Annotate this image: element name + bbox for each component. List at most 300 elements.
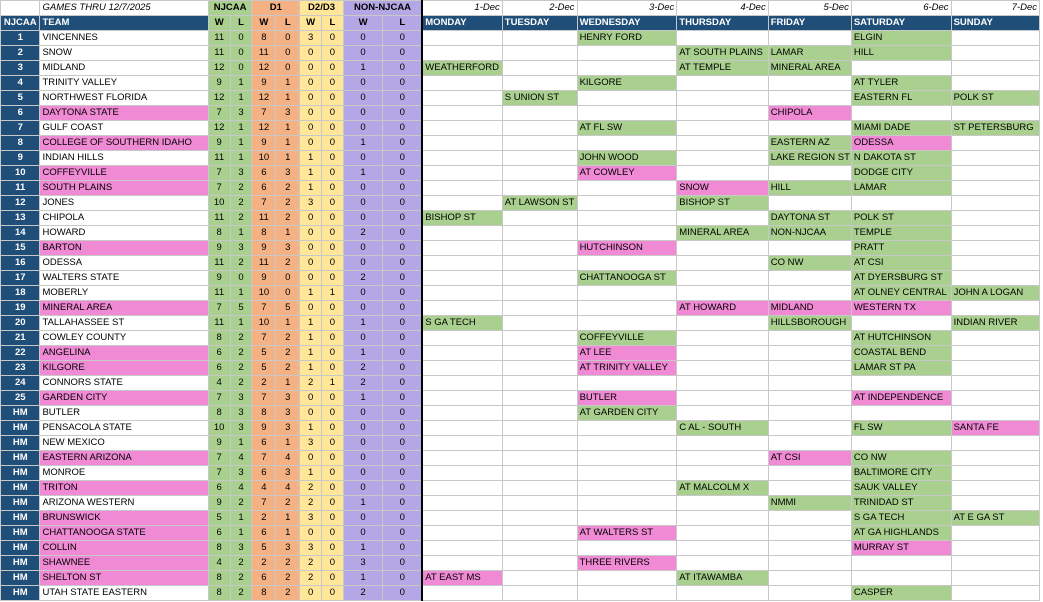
rank-cell: HM [1,571,40,586]
wins-cell: 1 [300,316,322,331]
game-cell [677,541,768,556]
wins-cell: 7 [208,301,230,316]
losses-cell: 4 [230,481,252,496]
table-row [1,511,1040,526]
wins-cell: 0 [343,331,382,346]
losses-cell: 0 [383,271,422,286]
game-cell [677,136,768,151]
wins-cell: 0 [300,256,322,271]
game-cell [677,211,768,226]
game-cell [502,376,577,391]
game-cell [422,496,502,511]
losses-cell: 3 [276,466,300,481]
team-cell: BRUNSWICK [40,511,208,526]
losses-cell: 0 [383,406,422,421]
game-cell [502,586,577,601]
losses-cell: 3 [276,106,300,121]
team-cell: PENSACOLA STATE [40,421,208,436]
losses-cell: 0 [322,166,344,181]
game-cell: AT LEE [577,346,677,361]
losses-cell: 1 [276,136,300,151]
wins-cell: 0 [343,151,382,166]
wins-cell: 11 [208,256,230,271]
table-row [1,61,1040,76]
game-cell: AT COWLEY [577,166,677,181]
losses-cell: 3 [230,241,252,256]
losses-header: L [322,16,344,31]
losses-cell: 1 [230,136,252,151]
game-cell [422,196,502,211]
team-cell: TRINITY VALLEY [40,76,208,91]
losses-cell: 0 [383,151,422,166]
table-row [1,31,1040,46]
losses-cell: 1 [230,121,252,136]
wins-cell: 0 [300,526,322,541]
wins-cell: 0 [343,31,382,46]
game-cell [951,541,1039,556]
wins-cell: 10 [208,196,230,211]
rank-cell: HM [1,406,40,421]
rank-cell: 17 [1,271,40,286]
game-cell [422,466,502,481]
game-cell: THREE RIVERS [577,556,677,571]
wins-cell: 0 [343,511,382,526]
game-cell: HILL [851,46,951,61]
wins-cell: 8 [208,406,230,421]
game-cell: MINERAL AREA [677,226,768,241]
game-cell [577,286,677,301]
losses-cell: 0 [322,361,344,376]
game-cell: COASTAL BEND [851,346,951,361]
game-cell [768,196,851,211]
losses-cell: 0 [383,556,422,571]
game-cell [502,181,577,196]
wins-cell: 1 [343,346,382,361]
game-cell [951,496,1039,511]
wins-cell: 0 [343,406,382,421]
wins-cell: 9 [208,496,230,511]
rank-cell: 16 [1,256,40,271]
game-cell [577,481,677,496]
wins-cell: 0 [300,391,322,406]
game-cell [768,466,851,481]
game-cell [768,541,851,556]
game-cell [422,46,502,61]
losses-cell: 0 [383,61,422,76]
wins-cell: 0 [300,61,322,76]
rank-cell: HM [1,541,40,556]
game-cell [951,301,1039,316]
wins-cell: 2 [300,556,322,571]
game-cell [422,481,502,496]
game-cell [951,271,1039,286]
game-cell [422,586,502,601]
game-cell [951,526,1039,541]
wins-cell: 5 [252,361,276,376]
wins-cell: 2 [252,511,276,526]
table-row [1,106,1040,121]
game-cell: INDIAN RIVER [951,316,1039,331]
day-header: MONDAY [422,16,502,31]
game-cell: C AL - SOUTH [677,421,768,436]
game-cell: MURRAY ST [851,541,951,556]
game-cell [577,91,677,106]
wins-cell: 6 [252,166,276,181]
rank-cell: 14 [1,226,40,241]
table-row [1,586,1040,601]
team-cell: SHAWNEE [40,556,208,571]
game-cell [768,331,851,346]
game-cell [768,571,851,586]
game-cell [502,436,577,451]
game-cell [502,301,577,316]
game-cell [951,211,1039,226]
wins-cell: 2 [252,376,276,391]
game-cell [951,451,1039,466]
rank-cell: 21 [1,331,40,346]
team-cell: BUTLER [40,406,208,421]
game-cell: EASTERN AZ [768,136,851,151]
game-cell [502,451,577,466]
game-cell [422,136,502,151]
losses-cell: 1 [230,286,252,301]
losses-cell: 0 [322,121,344,136]
wins-cell: 9 [208,136,230,151]
game-cell: AT SOUTH PLAINS [677,46,768,61]
losses-cell: 2 [230,256,252,271]
game-cell [951,556,1039,571]
losses-cell: 3 [276,391,300,406]
losses-cell: 0 [383,421,422,436]
losses-cell: 3 [276,241,300,256]
game-cell: HILLSBOROUGH [768,316,851,331]
game-cell [951,376,1039,391]
team-cell: UTAH STATE EASTERN [40,586,208,601]
wins-cell: 0 [343,451,382,466]
losses-cell: 3 [276,541,300,556]
wins-cell: 7 [252,391,276,406]
game-cell [951,151,1039,166]
game-cell [677,121,768,136]
game-cell [951,166,1039,181]
game-cell: AT EAST MS [422,571,502,586]
game-cell: MIDLAND [768,301,851,316]
rank-cell: 3 [1,61,40,76]
table-row [1,436,1040,451]
game-cell [951,136,1039,151]
game-cell [768,526,851,541]
wins-cell: 1 [300,181,322,196]
wins-cell: 8 [208,586,230,601]
game-cell [951,106,1039,121]
table-row [1,556,1040,571]
losses-cell: 2 [276,496,300,511]
wins-cell: 1 [300,166,322,181]
wins-cell: 7 [208,451,230,466]
game-cell [577,541,677,556]
losses-cell: 0 [322,511,344,526]
losses-cell: 0 [383,361,422,376]
team-cell: VINCENNES [40,31,208,46]
wins-cell: 11 [252,46,276,61]
game-cell: AT OLNEY CENTRAL [851,286,951,301]
losses-cell: 0 [383,226,422,241]
losses-cell: 2 [230,346,252,361]
losses-cell: 0 [230,61,252,76]
wins-cell: 8 [208,571,230,586]
wins-cell: 0 [343,481,382,496]
losses-cell: 0 [322,466,344,481]
losses-cell: 0 [383,316,422,331]
wins-cell: 2 [300,481,322,496]
rank-cell: 15 [1,241,40,256]
losses-cell: 0 [383,136,422,151]
game-cell [677,361,768,376]
game-cell: WESTERN TX [851,301,951,316]
game-cell [422,376,502,391]
game-cell: POLK ST [851,211,951,226]
losses-cell: 5 [230,301,252,316]
game-cell: MINERAL AREA [768,61,851,76]
wins-cell: 11 [208,211,230,226]
game-cell: LAKE REGION ST [768,151,851,166]
wins-cell: 0 [343,466,382,481]
losses-cell: 3 [230,406,252,421]
game-cell [422,106,502,121]
game-cell [422,166,502,181]
rank-cell: HM [1,421,40,436]
wins-cell: 2 [300,571,322,586]
game-cell [768,421,851,436]
game-cell [677,76,768,91]
rank-cell: HM [1,481,40,496]
wins-cell: 3 [300,511,322,526]
wins-cell: 12 [252,91,276,106]
wins-cell: 0 [343,286,382,301]
losses-cell: 0 [383,46,422,61]
losses-cell: 0 [322,481,344,496]
wins-cell: 8 [208,331,230,346]
game-cell: SANTA FE [951,421,1039,436]
team-cell: ARIZONA WESTERN [40,496,208,511]
game-cell: MIAMI DADE [851,121,951,136]
team-cell: HOWARD [40,226,208,241]
game-cell [768,346,851,361]
losses-cell: 1 [230,76,252,91]
wins-cell: 0 [300,406,322,421]
losses-cell: 2 [276,556,300,571]
game-cell: BALTIMORE CITY [851,466,951,481]
wins-cell: 0 [300,211,322,226]
losses-cell: 2 [276,361,300,376]
game-cell [951,391,1039,406]
game-cell [768,481,851,496]
wins-cell: 8 [252,586,276,601]
table-row [1,226,1040,241]
wins-cell: 5 [252,346,276,361]
game-cell [502,361,577,376]
losses-cell: 2 [230,556,252,571]
rank-cell: HM [1,586,40,601]
table-row [1,46,1040,61]
game-cell [951,31,1039,46]
game-cell [951,436,1039,451]
losses-cell: 2 [230,361,252,376]
game-cell: HUTCHINSON [577,241,677,256]
date-header-row [1,1,1040,16]
game-cell [677,511,768,526]
game-cell [577,376,677,391]
rank-cell: 4 [1,76,40,91]
game-cell [768,76,851,91]
team-header: TEAM [40,16,208,31]
game-cell [422,301,502,316]
game-cell [577,451,677,466]
wins-cell: 1 [300,286,322,301]
wins-cell: 0 [343,256,382,271]
losses-cell: 0 [383,331,422,346]
losses-cell: 0 [322,91,344,106]
game-cell [502,316,577,331]
game-cell: HILL [768,181,851,196]
wins-cell: 0 [343,436,382,451]
wins-cell: 1 [300,466,322,481]
game-cell [951,586,1039,601]
wins-cell: 2 [252,556,276,571]
wins-cell: 6 [208,346,230,361]
game-cell [577,511,677,526]
blank-cell [1,1,40,16]
rank-cell: HM [1,511,40,526]
wins-cell: 7 [208,466,230,481]
game-cell: AT CSI [851,256,951,271]
wins-cell: 7 [208,166,230,181]
wins-cell: 7 [208,106,230,121]
wins-cell: 3 [300,31,322,46]
losses-cell: 0 [383,181,422,196]
wins-cell: 1 [343,166,382,181]
wins-cell: 0 [343,301,382,316]
wins-cell: 1 [343,61,382,76]
losses-cell: 3 [276,166,300,181]
game-cell [951,76,1039,91]
wins-cell: 0 [300,76,322,91]
wins-cell: 4 [208,376,230,391]
losses-cell: 0 [322,556,344,571]
wins-cell: 5 [252,541,276,556]
game-cell [422,391,502,406]
wins-cell: 1 [300,361,322,376]
game-cell [502,166,577,181]
losses-header: L [276,16,300,31]
game-cell [502,106,577,121]
losses-cell: 0 [383,286,422,301]
losses-cell: 0 [322,526,344,541]
losses-cell: 1 [276,376,300,391]
wins-cell: 1 [343,496,382,511]
wins-cell: 12 [208,91,230,106]
rank-cell: 8 [1,136,40,151]
losses-cell: 1 [276,511,300,526]
losses-cell: 0 [383,31,422,46]
day-header: THURSDAY [677,16,768,31]
losses-header: L [383,16,422,31]
table-row [1,541,1040,556]
wins-cell: 12 [252,61,276,76]
game-cell [502,286,577,301]
table-row [1,241,1040,256]
wins-cell: 1 [300,346,322,361]
wins-header: W [343,16,382,31]
losses-cell: 0 [322,421,344,436]
losses-cell: 0 [322,151,344,166]
wins-header: W [252,16,276,31]
team-cell: GARDEN CITY [40,391,208,406]
losses-cell: 2 [230,196,252,211]
game-cell: AT HOWARD [677,301,768,316]
losses-cell: 2 [230,571,252,586]
game-cell [677,316,768,331]
losses-cell: 1 [276,436,300,451]
wins-cell: 8 [252,226,276,241]
date-cell: 3-Dec [577,1,677,16]
game-cell [677,91,768,106]
wins-cell: 0 [300,106,322,121]
wins-cell: 2 [300,496,322,511]
game-cell [677,466,768,481]
rank-cell: 9 [1,151,40,166]
group-header-non-njcaa: NON-NJCAA [343,1,422,16]
game-cell: CHATTANOOGA ST [577,271,677,286]
table-row [1,421,1040,436]
team-cell: INDIAN HILLS [40,151,208,166]
games-thru-note: GAMES THRU 12/7/2025 [40,1,208,16]
losses-cell: 2 [276,211,300,226]
losses-cell: 0 [322,451,344,466]
rank-cell: HM [1,556,40,571]
game-cell [577,421,677,436]
game-cell: DODGE CITY [851,166,951,181]
game-cell [422,286,502,301]
losses-cell: 0 [322,391,344,406]
game-cell [851,436,951,451]
team-cell: TRITON [40,481,208,496]
wins-cell: 0 [343,526,382,541]
game-cell [851,571,951,586]
losses-cell: 0 [322,136,344,151]
game-cell [951,46,1039,61]
losses-cell: 2 [276,196,300,211]
wins-cell: 6 [252,466,276,481]
game-cell: AT TYLER [851,76,951,91]
game-cell [502,496,577,511]
game-cell [951,61,1039,76]
losses-cell: 1 [276,151,300,166]
losses-cell: 0 [322,61,344,76]
losses-cell: 0 [322,196,344,211]
game-cell: PRATT [851,241,951,256]
game-cell [502,271,577,286]
losses-cell: 0 [383,526,422,541]
rank-cell: HM [1,496,40,511]
team-cell: MOBERLY [40,286,208,301]
wins-cell: 2 [343,586,382,601]
wins-cell: 8 [208,226,230,241]
wins-cell: 7 [208,391,230,406]
rank-cell: 7 [1,121,40,136]
team-cell: DAYTONA STATE [40,106,208,121]
wins-cell: 4 [208,556,230,571]
